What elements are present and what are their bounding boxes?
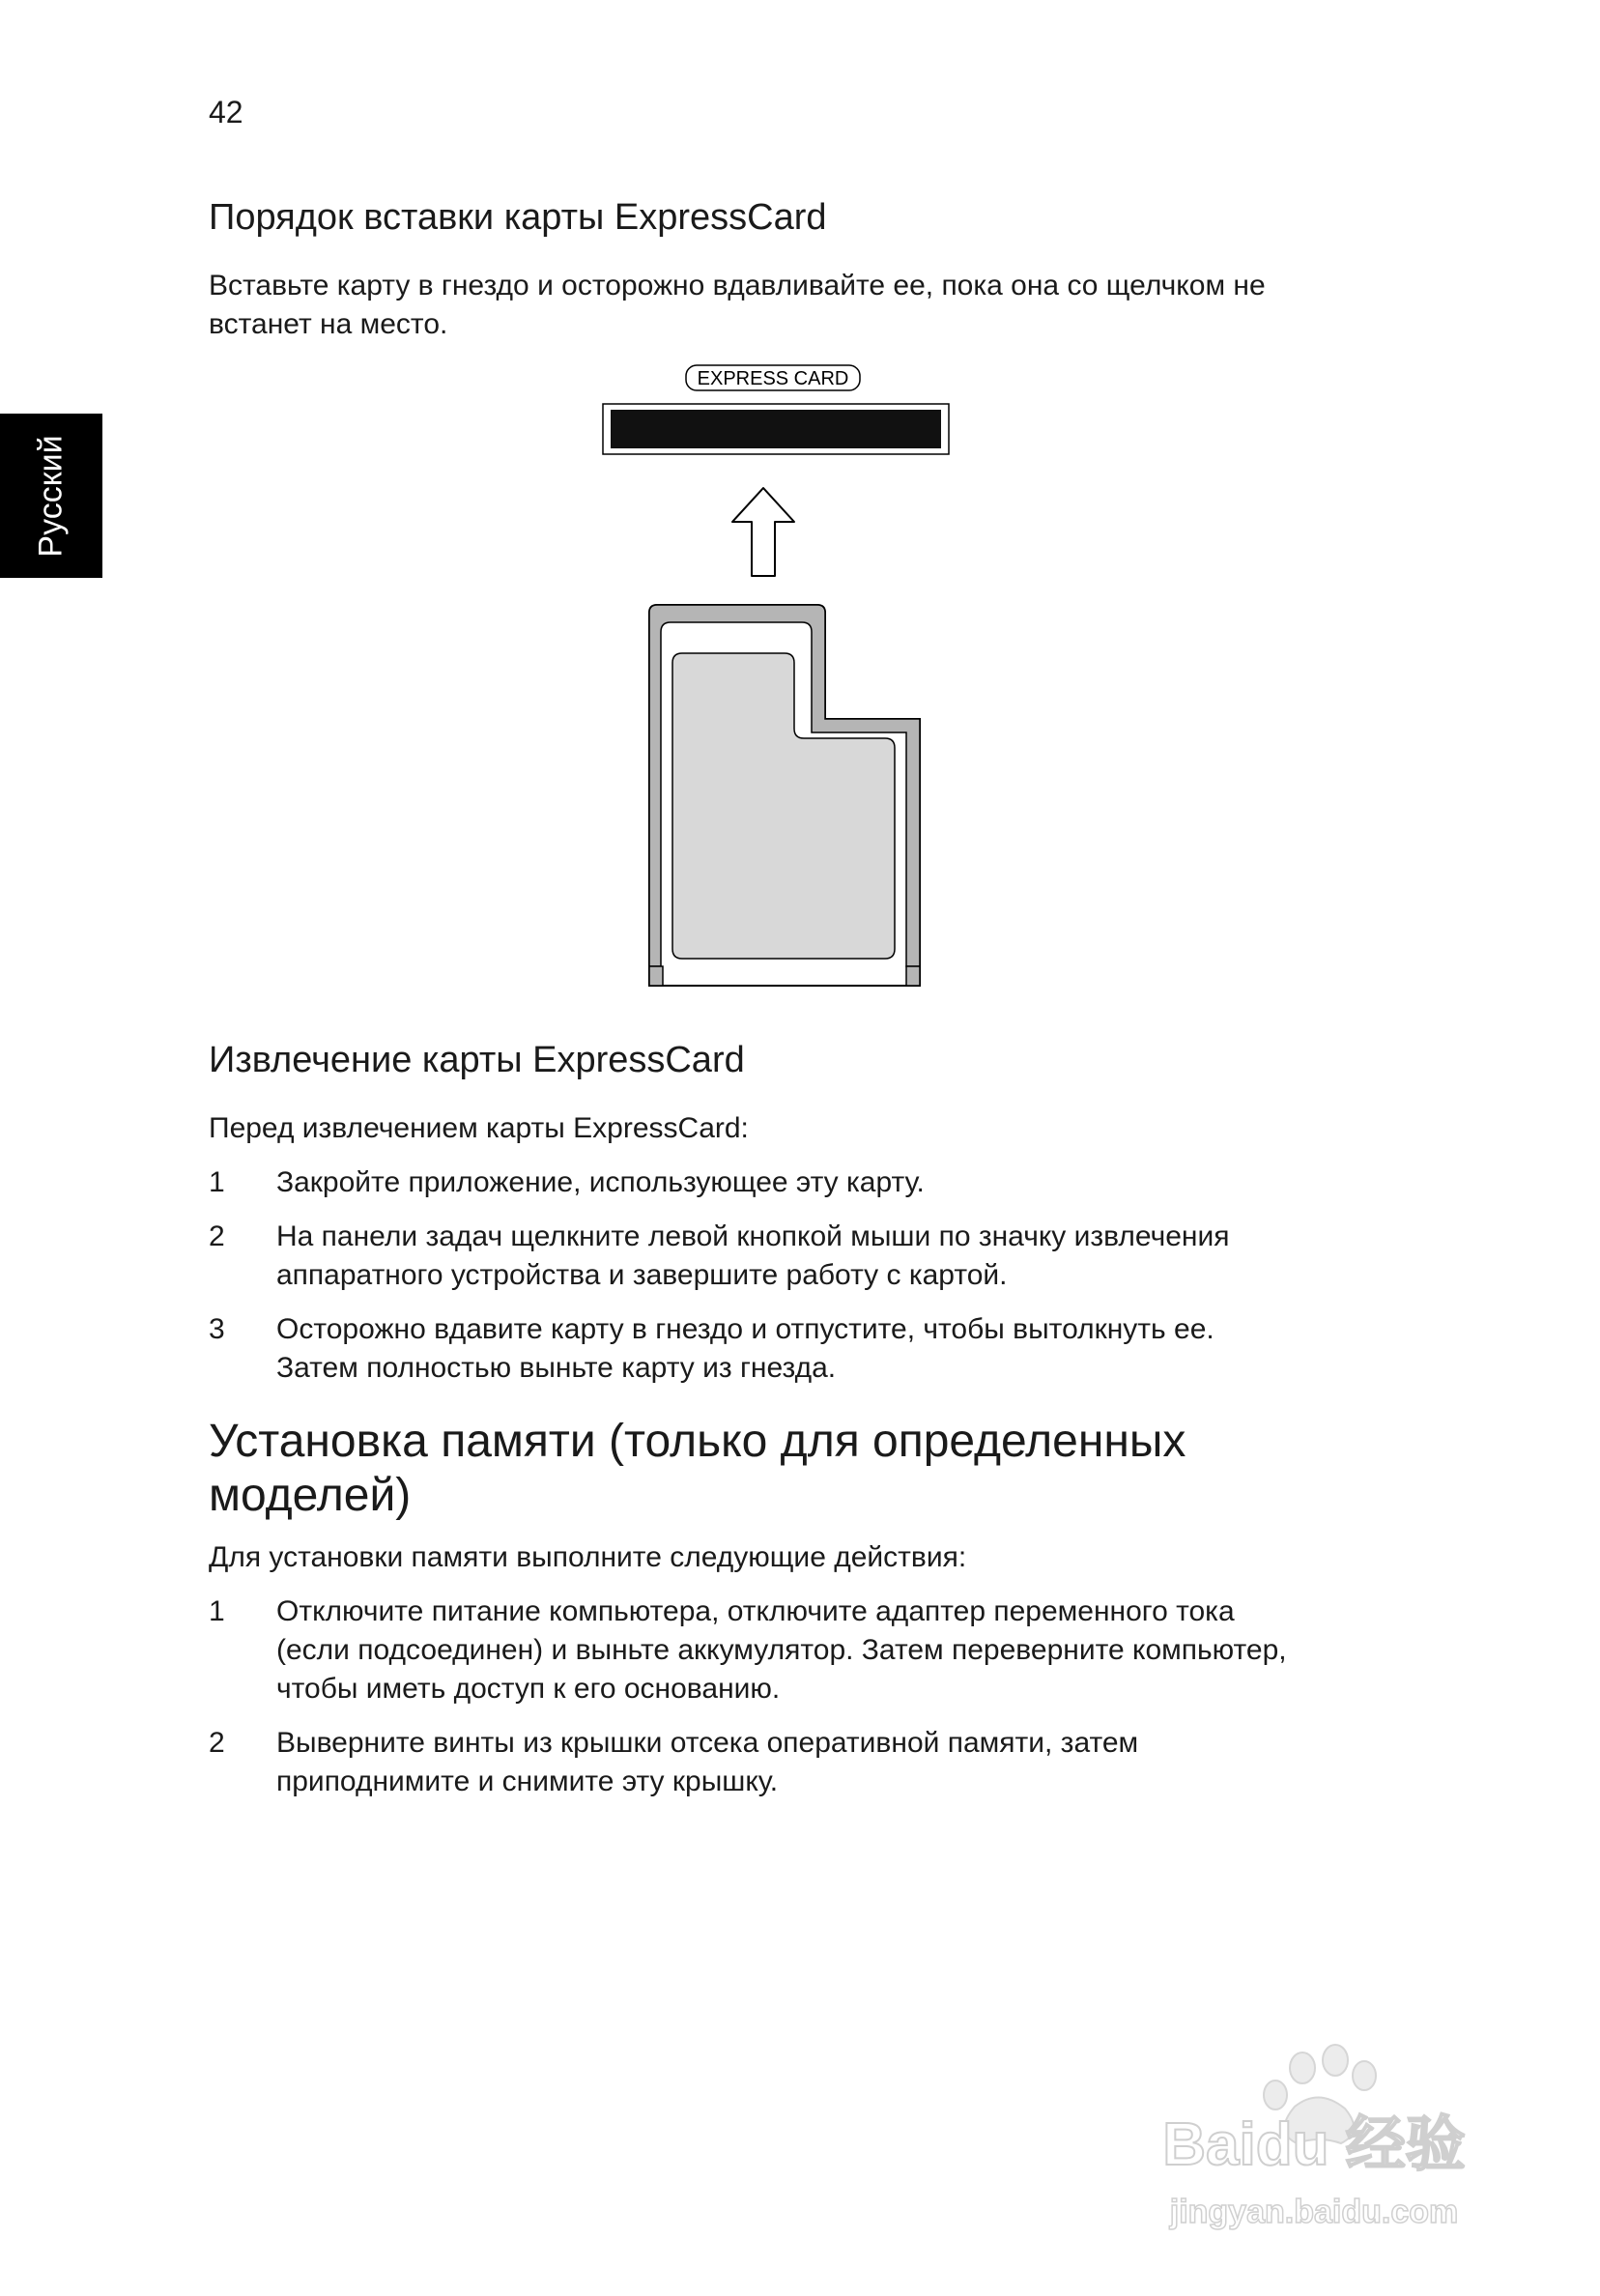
list-item-text-line-1: Выверните винты из крышки отсека оперативной памяти, затем	[276, 1727, 1139, 1759]
watermark-url: jingyan.baidu.com	[1169, 2194, 1459, 2230]
memory-intro: Для установки памяти выполните следующие действия:	[209, 1541, 967, 1573]
remove-intro: Перед извлечением карты ExpressCard:	[209, 1112, 749, 1144]
list-item-text-line-2: (если подсоединен) и выньте аккумулятор. Затем переверните компьютер,	[276, 1634, 1287, 1666]
list-item-number: 2	[209, 1727, 225, 1759]
card-slot	[603, 404, 949, 454]
memory-heading-line-1: Установка памяти (только для определенных	[209, 1416, 1186, 1467]
slot-label	[686, 365, 860, 390]
expresscard-illustration	[580, 348, 986, 995]
language-side-tab	[0, 414, 102, 578]
insert-heading: Порядок вставки карты ExpressCard	[209, 197, 827, 238]
list-item-text-line-2: Затем полностью выньте карту из гнезда.	[276, 1352, 837, 1384]
watermark-brand: Baidu 经验	[1162, 2111, 1466, 2178]
memory-heading-line-2: моделей)	[209, 1470, 412, 1521]
list-item-text-line-1: Отключите питание компьютера, отключите адаптер переменного тока	[276, 1595, 1235, 1627]
list-item-number: 1	[209, 1166, 225, 1198]
baidu-watermark	[1121, 2039, 1507, 2252]
list-item-text: Закройте приложение, использующее эту карту.	[276, 1166, 925, 1198]
insert-paragraph-line-1: Вставьте карту в гнездо и осторожно вдавливайте ее, пока она со щелчком не	[209, 270, 1266, 301]
list-item-number: 1	[209, 1595, 225, 1627]
list-item-number: 2	[209, 1220, 225, 1252]
expresscard-icon	[649, 605, 920, 986]
list-item-text-line-1: Осторожно вдавите карту в гнездо и отпустите, чтобы вытолкнуть ее.	[276, 1313, 1214, 1345]
page-number: 42	[209, 95, 243, 129]
list-item-text-line-2: приподнимите и снимите эту крышку.	[276, 1765, 779, 1797]
remove-heading: Извлечение карты ExpressCard	[209, 1040, 745, 1080]
insert-paragraph-line-2: встанет на место.	[209, 308, 448, 340]
list-item-text-line-3: чтобы иметь доступ к его основанию.	[276, 1673, 781, 1705]
list-item-text-line-1: На панели задач щелкните левой кнопкой мыши по значку извлечения	[276, 1220, 1230, 1252]
slot-label-text: EXPRESS CARD	[697, 368, 849, 389]
up-arrow-icon	[732, 488, 794, 576]
memory-heading	[209, 1415, 1368, 1523]
list-item-number: 3	[209, 1313, 225, 1345]
language-label: Русский	[32, 434, 70, 558]
list-item-text-line-2: аппаратного устройства и завершите работу с картой.	[276, 1259, 1008, 1291]
